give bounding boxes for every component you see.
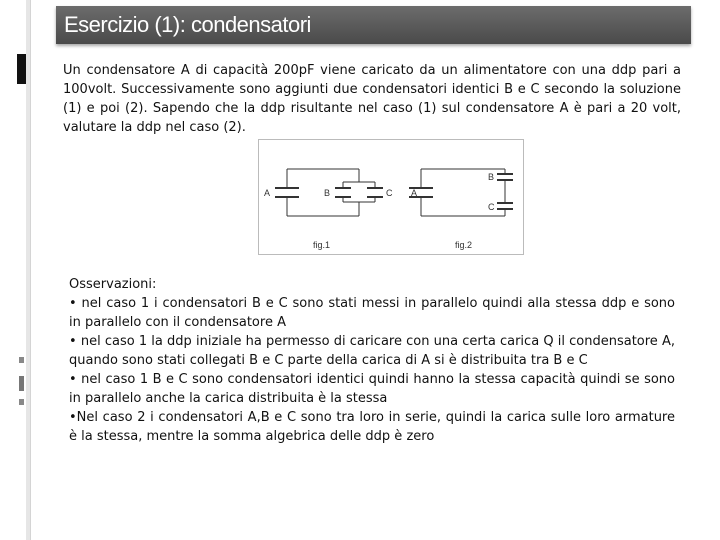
observation-item: • nel caso 1 i condensatori B e C sono stati messi in parallelo quindi alla stessa ddp e sono in parallelo con il condensatore A bbox=[69, 296, 675, 330]
observations-heading: Osservazioni: bbox=[69, 277, 157, 292]
observations-section bbox=[69, 275, 675, 446]
fig2-label-b: B bbox=[488, 172, 495, 182]
left-decorative-square bbox=[19, 376, 24, 391]
observation-item: • nel caso 1 B e C sono condensatori identici quindi hanno la stessa capacità quindi se sono in parallelo anche la carica distribuita è la stessa bbox=[69, 372, 675, 406]
slide-title: Esercizio (1): condensatori bbox=[64, 12, 311, 37]
left-decorative-block bbox=[17, 54, 26, 84]
fig1-caption: fig.1 bbox=[313, 240, 331, 250]
left-decorative-square bbox=[19, 357, 24, 363]
observation-item: • nel caso 1 la ddp iniziale ha permesso di caricare con una certa carica Q il condensatore A, quando sono stati collegati B e C parte della carica di A si è distribuita tra B e C bbox=[69, 334, 675, 368]
left-decorative-square bbox=[19, 399, 24, 405]
fig2-caption: fig.2 bbox=[455, 240, 473, 250]
problem-statement: Un condensatore A di capacità 200pF viene caricato da un alimentatore con una ddp pari a 100volt. Successivamente sono aggiunti due condensatori identici B e C secondo la soluzione (1) e poi (2). Sapendo che la ddp risultante nel caso (1) sul condensatore A è pari a 20 volt, valutare la ddp nel caso (2). bbox=[63, 63, 681, 135]
fig1-label-a: A bbox=[264, 188, 271, 198]
circuit-diagram bbox=[259, 140, 523, 254]
circuit-figure bbox=[258, 139, 524, 255]
left-decorative-rule bbox=[26, 0, 31, 540]
fig2-label-a: A bbox=[411, 188, 418, 198]
fig1-label-b: B bbox=[324, 188, 331, 198]
title-bar bbox=[56, 6, 691, 44]
fig1-label-c: C bbox=[386, 188, 393, 198]
observation-item: •Nel caso 2 i condensatori A,B e C sono tra loro in serie, quindi la carica sulle loro armature è la stessa, mentre la somma algebrica delle ddp è zero bbox=[69, 410, 675, 444]
fig2-label-c: C bbox=[488, 202, 495, 212]
